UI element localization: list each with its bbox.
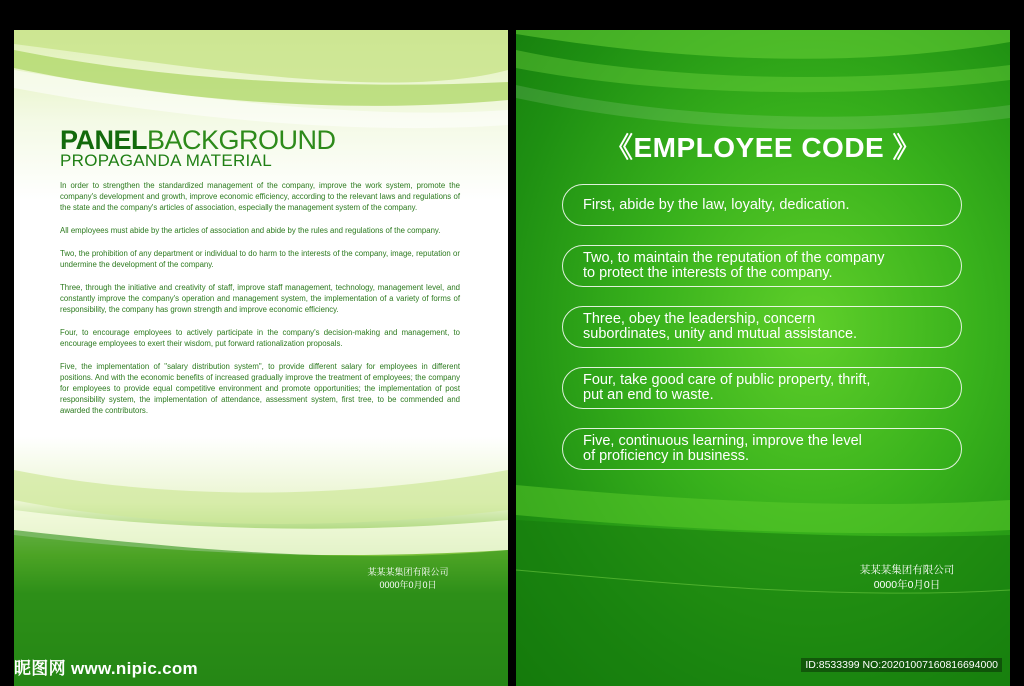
paragraph: Three, through the initiative and creativity of staff, improve staff management, technology, management level, and constantly improve the company's operation and management system, the implementation of a variety of forms of responsibility, the company has grown strength and improve economic efficiency.	[60, 283, 460, 314]
site-url: www.nipic.com	[70, 659, 198, 678]
paragraph: In order to strengthen the standardized management of the company, improve the work system, promote the company's development and growth, improve economic efficiency, according to the relevant laws and regulations of the state and the company's articles of association, especially the management system of the company.	[60, 181, 460, 212]
right-panel	[516, 30, 1010, 686]
code-item-text: First, abide by the law, loyalty, dedication.	[583, 196, 850, 213]
panel-title	[60, 126, 336, 154]
paragraph: Four, to encourage employees to actively participate in the company's decision-making and management, to encourage employees to exert their wisdom, put forward rationalization proposals.	[60, 328, 460, 348]
paragraph: Two, the prohibition of any department or individual to do harm to the interests of the company, image, reputation or undermine the development of the company.	[60, 249, 460, 269]
code-item	[562, 306, 962, 348]
code-item-text: Two, to maintain the reputation of the company to protect the interests of the company.	[583, 250, 885, 281]
code-item	[562, 428, 962, 470]
code-item-text: Four, take good care of public property, thrift, put an end to waste.	[583, 372, 871, 403]
site-name-cn: 昵图网	[14, 659, 66, 678]
panel-title-bold: PANEL	[60, 125, 148, 155]
company-name: 某某某集团有限公司	[859, 564, 955, 576]
code-item	[562, 245, 962, 287]
right-footer	[832, 563, 982, 593]
company-name: 某某某集团有限公司	[367, 567, 449, 577]
left-panel	[14, 30, 508, 686]
image-id-label: ID:8533399 NO:20201007160816694000	[801, 658, 1002, 672]
paragraph: Five, the implementation of "salary distribution system", to provide different salary for employees in different positions. And with the economic benefits of increased gradually improve the treatment of employees; the company for employees to provide equal competitive environment and promote opportunities; the implementation of post responsibility system, the implementation of attendance, assessment system, first tree, to be commended and awarded the contributors.	[60, 362, 460, 415]
left-footer	[344, 566, 472, 592]
employee-code-title: 《EMPLOYEE CODE 》	[604, 132, 922, 163]
footer-date: 0000年0月0日	[379, 580, 437, 590]
panel-title-light: BACKGROUND	[147, 125, 336, 155]
body-text	[60, 180, 460, 428]
code-item-text: Three, obey the leadership, concern subordinates, unity and mutual assistance.	[583, 311, 858, 342]
paragraph: All employees must abide by the articles of association and abide by the rules and regulations of the company.	[60, 226, 441, 235]
code-item	[562, 184, 962, 226]
code-item	[562, 367, 962, 409]
footer-date: 0000年0月0日	[873, 579, 941, 591]
nipic-logo[interactable]	[14, 654, 198, 679]
panel-subtitle: PROPAGANDA MATERIAL	[60, 151, 272, 170]
code-item-text: Five, continuous learning, improve the level of proficiency in business.	[583, 433, 862, 464]
